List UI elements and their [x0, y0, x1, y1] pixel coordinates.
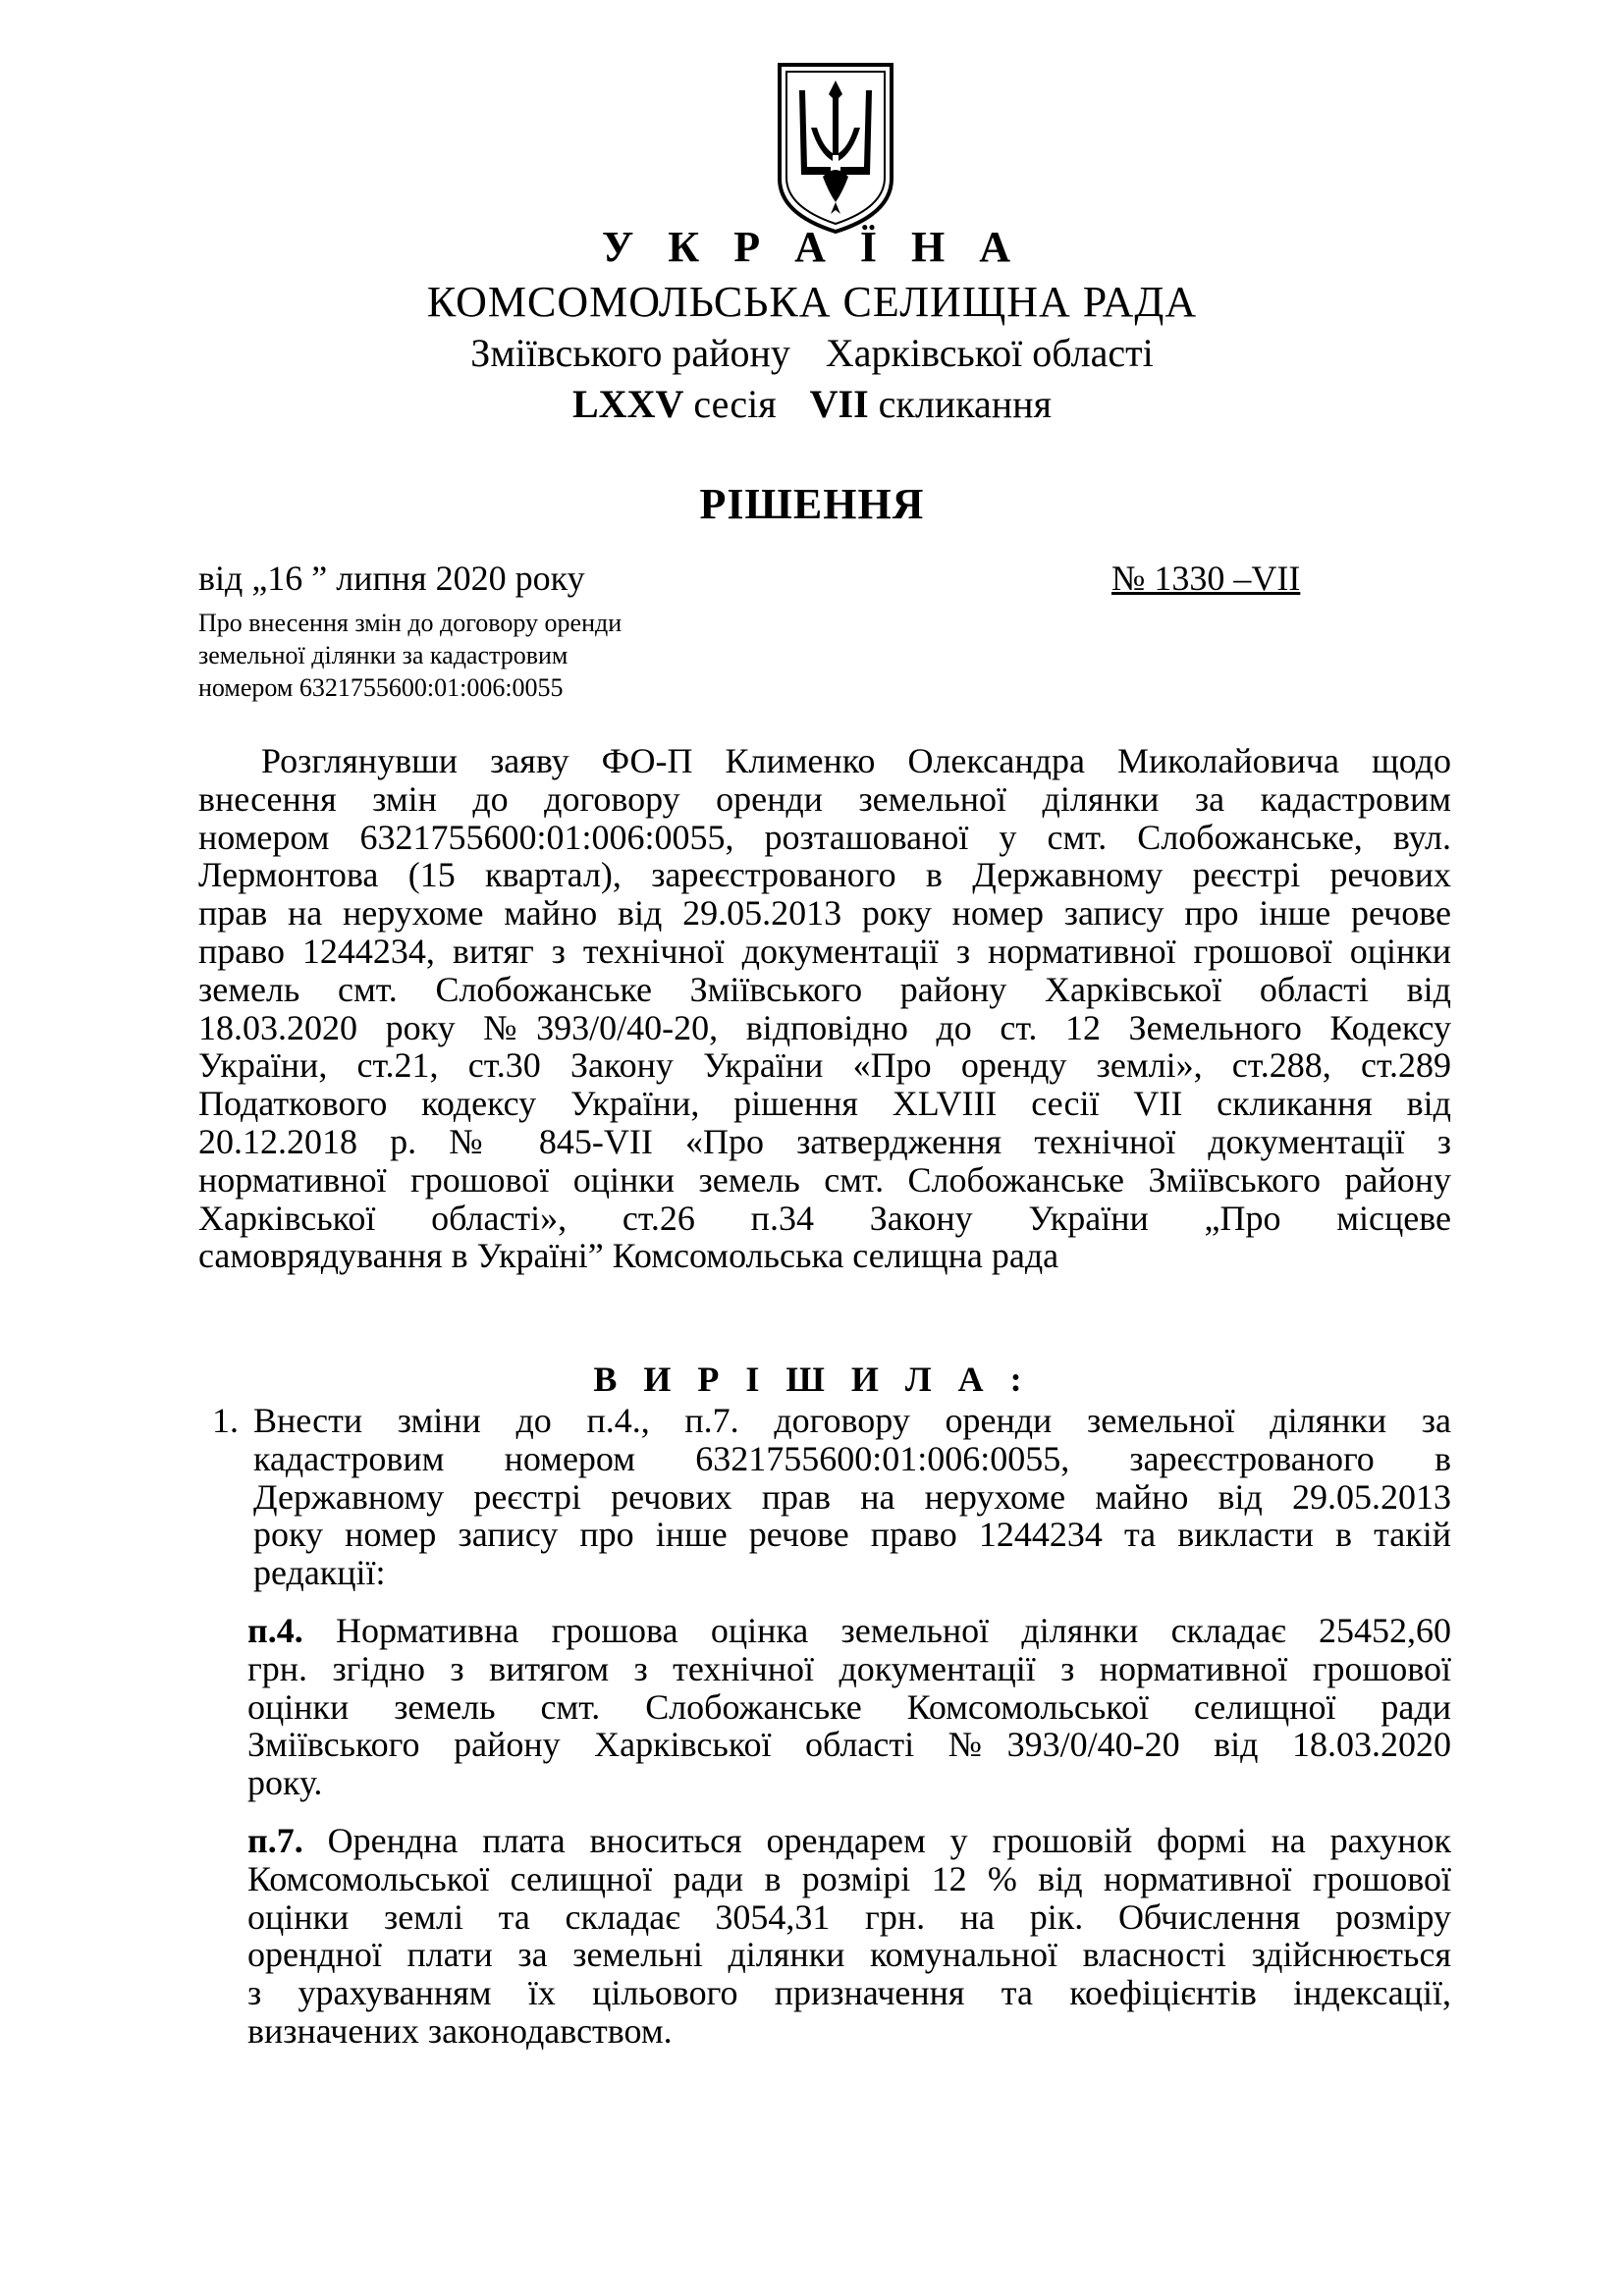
- convocation-number: VII: [809, 382, 869, 426]
- decision-item-1: [198, 1402, 1451, 1592]
- decision-number: № 1330 –VII: [1111, 559, 1301, 598]
- item-line: Внести зміни до п.4., п.7. договору оренди земельної ділянки за: [253, 1401, 1451, 1440]
- preamble-line: Харківської області», ст.26 п.34 Закону України „Про місцеве: [198, 1198, 1451, 1238]
- preamble-line: право 1244234, витяг з технічної документації з нормативної грошової оцінки: [198, 931, 1451, 971]
- district-line: [0, 330, 1624, 376]
- item-line: кадастровим номером 6321755600:01:006:0055, зареєстрованого в: [253, 1438, 1451, 1478]
- preamble-line: самоврядування в Україні” Комсомольська селищна рада: [198, 1236, 1059, 1276]
- preamble-line: земель смт. Слобожанське Зміївського району Харківської області від: [198, 969, 1451, 1009]
- session-word: сесія: [693, 382, 777, 426]
- decision-subject: [198, 607, 748, 704]
- decision-date: від „16 ” липня 2020 року: [198, 559, 585, 598]
- item-line: року номер запису про інше речове право 1244234 та викласти в такій: [253, 1515, 1451, 1555]
- country-title: У К Р А Ї Н А: [602, 223, 1022, 271]
- region-name: Харківської області: [825, 331, 1154, 375]
- clause-line: визначених законодавством.: [247, 2010, 673, 2051]
- clause-line: [247, 1822, 1451, 1860]
- clause-line: [247, 1612, 1451, 1650]
- clause-line: орендної плати за земельні ділянки комунальної власності здійснюється: [247, 1935, 1451, 1975]
- clause-line: грн. згідно з витягом з технічної документації з нормативної грошової: [247, 1648, 1451, 1688]
- item-line: Державному реєстрі речових прав на нерухоме майно від 29.05.2013: [253, 1476, 1451, 1517]
- item-text: [253, 1402, 1451, 1592]
- preamble-line: Податкового кодексу України, рішення XLVIII сесії VII скликання від: [198, 1084, 1451, 1124]
- session-line: [0, 381, 1624, 427]
- clause-line: року.: [247, 1763, 323, 1803]
- subject-line: номером 6321755600:01:006:0055: [198, 673, 564, 702]
- clause-4: [247, 1612, 1451, 1802]
- subject-line: Про внесення змін до договору оренди: [198, 609, 623, 637]
- preamble-line: 20.12.2018 р. № 845-VII «Про затвердження технічної документації з: [198, 1121, 1451, 1161]
- clause-7: [247, 1822, 1451, 2051]
- preamble-line: номером 6321755600:01:006:0055, розташованої у смт. Слобожанське, вул.: [198, 817, 1451, 857]
- preamble-line: України, ст.21, ст.30 Закону України «Про оренду землі», ст.288, ст.289: [198, 1045, 1451, 1086]
- preamble-line: прав на нерухоме майно від 29.05.2013 року номер запису про інше речове: [198, 893, 1451, 934]
- clause-first-text: Орендна плата вноситься орендарем у грошовій формі на рахунок: [302, 1821, 1451, 1860]
- clause-line: Зміївського району Харківської області №393/0/40-20 від 18.03.2020: [247, 1725, 1451, 1765]
- preamble: [198, 742, 1451, 1275]
- clause-line: Комсомольської селищної ради в розмірі 12 % від нормативної грошової: [247, 1858, 1451, 1898]
- clause-first-text: Нормативна грошова оцінка земельної ділянки складає 25452,60: [302, 1611, 1451, 1650]
- trident-coat-of-arms-icon: [772, 59, 899, 236]
- item-number: 1.: [212, 1401, 239, 1440]
- decided-heading: В И Р І Ш И Л А :: [593, 1360, 1031, 1399]
- clause-label: п.7.: [247, 1821, 303, 1860]
- district-name: Зміївського району: [470, 331, 790, 375]
- document-type: РІШЕННЯ: [699, 480, 925, 528]
- item-line: редакції:: [253, 1553, 386, 1593]
- convocation-word: скликання: [878, 382, 1052, 426]
- subject-line: земельної ділянки за кадастровим: [198, 641, 568, 669]
- session-number: LXXV: [572, 382, 684, 426]
- preamble-line: Лермонтова (15 квартал), зареєстрованого в Державному реєстрі речових: [198, 855, 1451, 895]
- preamble-line: внесення змін до договору оренди земельної ділянки за кадастровим: [198, 778, 1451, 819]
- preamble-line: 18.03.2020 року №393/0/40-20, відповідно до ст. 12 Земельного Кодексу: [198, 1007, 1451, 1047]
- clause-line: з урахуванням їх цільового призначення та коефіцієнтів індексації,: [247, 1973, 1451, 2013]
- council-name: КОМСОМОЛЬСЬКА СЕЛИЩНА РАДА: [426, 278, 1198, 326]
- preamble-line: Розглянувши заяву ФО-П Клименко Олександра Миколайовича щодо: [261, 741, 1451, 780]
- clause-label: п.4.: [247, 1611, 303, 1650]
- preamble-line: нормативної грошової оцінки земель смт. Слобожанське Зміївського району: [198, 1159, 1451, 1200]
- clause-line: оцінки земель смт. Слобожанське Комсомольської селищної ради: [247, 1686, 1451, 1727]
- clause-line: оцінки землі та складає 3054,31 грн. на рік. Обчислення розміру: [247, 1896, 1451, 1937]
